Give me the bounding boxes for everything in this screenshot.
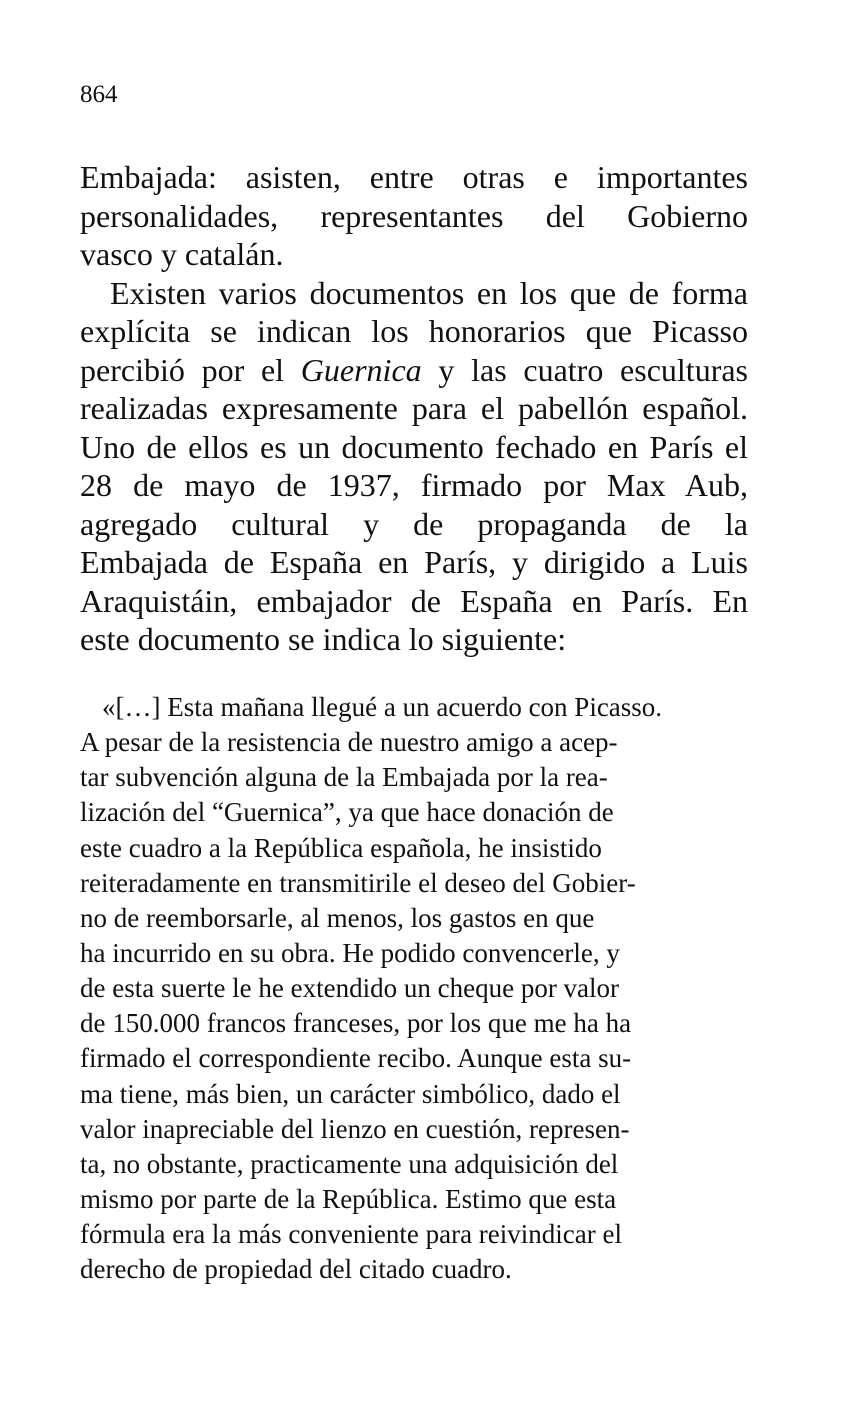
body-line: 28 de mayo de 1937, firmado por Max Aub, xyxy=(80,467,748,503)
body-line: Araquistáin, embajador de España en París. En xyxy=(80,582,748,619)
quote-line: fórmula era la más conveniente para reivindicar el xyxy=(80,1219,622,1250)
quote-line: no de reemborsarle, al menos, los gastos en que xyxy=(80,902,595,933)
quote-line: derecho de propiedad del citado cuadro. xyxy=(80,1254,512,1285)
quote-line: ta, no obstante, practicamente una adquisición del xyxy=(80,1148,619,1179)
body-line: Embajada: asisten, entre otras e importantes xyxy=(80,159,748,195)
body-line: realizadas expresamente para el pabellón español. xyxy=(80,390,748,426)
body-line: Embajada de España en París, y dirigido a Luis xyxy=(80,544,748,580)
body-line: este documento se indica lo siguiente: xyxy=(80,621,567,657)
quote-line: este cuadro a la República española, he insistido xyxy=(80,832,602,863)
paragraph-first-line: Existen varios documentos en los que de forma xyxy=(110,274,748,311)
quote-line: tar subvención alguna de la Embajada por la rea- xyxy=(80,762,608,793)
body-line: explícita se indican los honorarios que Picasso xyxy=(80,313,748,349)
quote-line: firmado el correspondiente recibo. Aunque esta su- xyxy=(80,1043,632,1074)
block-quote xyxy=(80,690,760,1287)
page-number: 864 xyxy=(80,81,118,108)
quote-line: A pesar de la resistencia de nuestro amigo a acep- xyxy=(80,727,618,758)
body-text xyxy=(80,158,748,659)
body-line: agregado cultural y de propaganda de la xyxy=(80,505,748,542)
quote-first-line: «[…] Esta mañana llegué a un acuerdo con Picasso. xyxy=(102,692,663,722)
quote-line: ma tiene, más bien, un carácter simbólico, dado el xyxy=(80,1078,621,1109)
body-line-with-title xyxy=(80,351,748,390)
quote-line: ha incurrido en su obra. He podido convencerle, y xyxy=(80,937,620,968)
quote-line: lización del “Guernica”, ya que hace donación de xyxy=(80,797,614,828)
quote-line: de 150.000 francos franceses, por los que me ha ha xyxy=(80,1008,632,1039)
quote-line: mismo por parte de la República. Estimo que esta xyxy=(80,1183,617,1214)
body-text-run: percibió por el xyxy=(80,351,301,388)
body-text-run: y las cuatro esculturas xyxy=(421,351,749,388)
body-line: vasco y catalán. xyxy=(80,236,284,272)
body-line: Uno de ellos es un documento fechado en París el xyxy=(80,428,748,465)
artwork-title-guernica: Guernica xyxy=(300,351,422,388)
quote-line: reiteradamente en transmitirile el deseo del Gobier- xyxy=(80,867,636,898)
body-line: personalidades, representantes del Gobierno xyxy=(80,197,748,234)
quote-line: de esta suerte le he extendido un cheque por valor xyxy=(80,973,620,1004)
quote-line: valor inapreciable del lienzo en cuestión, represen- xyxy=(80,1113,630,1144)
